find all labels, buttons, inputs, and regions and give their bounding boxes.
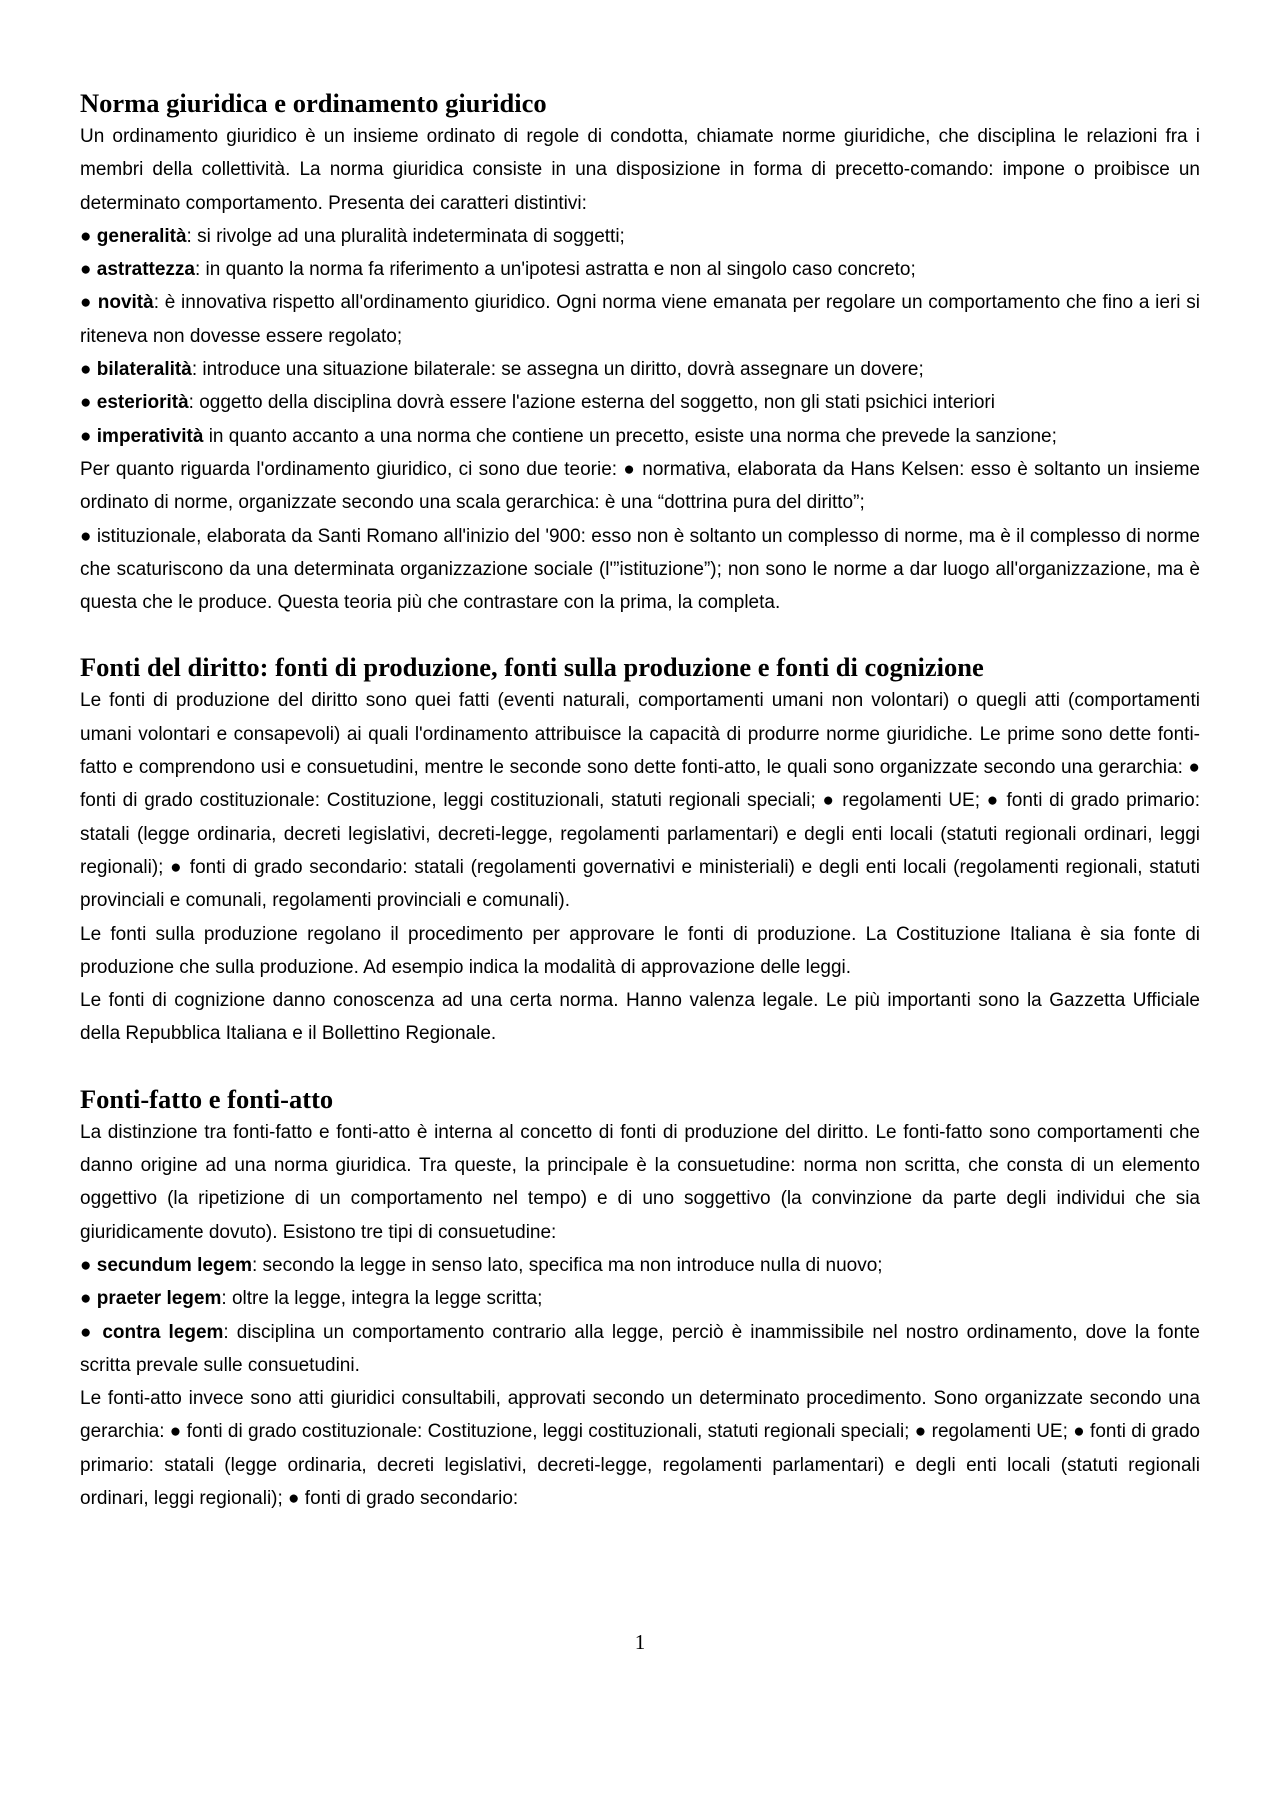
bullet-item [80,386,1200,419]
section-norma-giuridica [80,86,1200,619]
bullet-text: : si rivolge ad una pluralità indeterminata di soggetti; [186,225,625,247]
bullet-item [80,220,1200,253]
bullet-marker: ● [80,259,92,281]
section-fonti-del-diritto [80,650,1200,1050]
paragraph: Un ordinamento giuridico è un insieme ordinato di regole di condotta, chiamate norme giuridiche, che disciplina le relazioni fra i membri della collettività. La norma giuridica consiste in una disposizione in forma di precetto-comando: impone o proibisce un determinato comportamento. Presenta dei caratteri distintivi: [80,126,1200,214]
bullet-marker: ● [80,1321,95,1343]
bullet-marker: ● [80,359,92,381]
bullet-item [80,353,1200,386]
bullet-term: praeter legem [96,1288,222,1310]
bullet-marker: ● [80,425,92,447]
bullet-text: in quanto accanto a una norma che contiene un precetto, esiste una norma che prevede la sanzione; [203,425,1057,447]
bullet-text: : introduce una situazione bilaterale: se assegna un diritto, dovrà assegnare un dovere; [191,359,924,381]
bullet-text: : oggetto della disciplina dovrà essere l'azione esterna del soggetto, non gli stati psichici interiori [188,392,995,414]
bullet-term: esteriorità [96,392,189,414]
bullet-text: : in quanto la norma fa riferimento a un'ipotesi astratta e non al singolo caso concreto; [194,259,916,281]
section-fonti-fatto-atto [80,1082,1200,1516]
paragraph: Per quanto riguarda l'ordinamento giuridico, ci sono due teorie: ● normativa, elaborata da Hans Kelsen: esso è soltanto un insieme ordinato di norme, organizzate secondo una scala gerarchica: è una “dottrina pura del diritto”; [80,458,1200,514]
bullet-term: novità [97,292,154,314]
section-title: Norma giuridica e ordinamento giuridico [80,88,547,118]
bullet-text: : è innovativa rispetto all'ordinamento giuridico. Ogni norma viene emanata per regolare un comportamento che fino a ieri si riteneva non dovesse essere regolato; [80,292,1200,347]
bullet-term: astrattezza [96,259,195,281]
bullet-term: generalità [96,225,187,247]
bullet-text: : secondo la legge in senso lato, specifica ma non introduce nulla di nuovo; [251,1254,883,1276]
document-page [80,86,1200,1546]
paragraph: Le fonti sulla produzione regolano il procedimento per approvare le fonti di produzione. La Costituzione Italiana è sia fonte di produzione che sulla produzione. Ad esempio indica la modalità di approvazione delle leggi. [80,923,1200,978]
bullet-item [80,1249,1200,1282]
bullet-text: : oltre la legge, integra la legge scritta; [221,1288,543,1310]
paragraph: Le fonti-atto invece sono atti giuridici consultabili, approvati secondo un determinato procedimento. Sono organizzate secondo una gerarchia: ● fonti di grado costituzionale: Costituzione, leggi costituzionali, statuti regionali speciali; ● regolamenti UE; ● fonti di grado primario: statali (legge ordinaria, decreti legislativi, decreti-legge, regolamenti parlamentari) e degli enti locali (statuti regionali ordinari, leggi regionali); ● fonti di grado secondario: [80,1388,1200,1509]
bullet-marker: ● [80,225,92,247]
page-number: 1 [634,1630,646,1654]
bullet-marker: ● [80,292,92,314]
paragraph: Le fonti di produzione del diritto sono quei fatti (eventi naturali, comportamenti umani non volontari) o quegli atti (comportamenti umani volontari e consapevoli) ai quali l'ordinamento attribuisce la capacità di produrre norme giuridiche. Le prime sono dette fonti-fatto e comprendono usi e consuetudini, mentre le seconde sono dette fonti-atto, le quali sono organizzate secondo una gerarchia: ● fonti di grado costituzionale: Costituzione, leggi costituzionali, statuti regionali speciali; ● regolamenti UE; ● fonti di grado primario: statali (legge ordinaria, decreti legislativi, decreti-legge, regolamenti parlamentari) e degli enti locali (statuti regionali ordinari, leggi regionali); ● fonti di grado secondario: statali (regolamenti governativi e ministeriali) e degli enti locali (regolamenti regionali, statuti provinciali e comunali, regolamenti provinciali e comunali). [80,690,1200,912]
bullet-term: imperatività [96,425,204,447]
bullet-term: bilateralità [96,359,192,381]
bullet-marker: ● [80,1288,92,1310]
bullet-marker: ● [80,392,92,414]
paragraph: Le fonti di cognizione danno conoscenza ad una certa norma. Hanno valenza legale. Le più importanti sono la Gazzetta Ufficiale della Repubblica Italiana e il Bollettino Regionale. [80,990,1200,1045]
bullet-item [80,1316,1200,1383]
paragraph: La distinzione tra fonti-fatto e fonti-atto è interna al concetto di fonti di produzione del diritto. Le fonti-fatto sono comportamenti che danno origine ad una norma giuridica. Tra queste, la principale è la consuetudine: norma non scritta, che consta di un elemento oggettivo (la ripetizione di un comportamento nel tempo) e di uno soggettivo (la convinzione da parte degli individui che sia giuridicamente dovuto). Esistono tre tipi di consuetudine: [80,1121,1200,1243]
bullet-item [80,420,1200,453]
section-title: Fonti del diritto: fonti di produzione, fonti sulla produzione e fonti di cognizione [80,652,984,683]
bullet-marker: ● [80,1254,92,1276]
bullet-term: contra legem [102,1321,224,1343]
bullet-item [80,1282,1200,1315]
bullet-text: : disciplina un comportamento contrario alla legge, perciò è inammissibile nel nostro ordinamento, dove la fonte scritta prevale sulle consuetudini. [80,1321,1200,1376]
bullet-term: secundum legem [96,1254,252,1276]
section-title: Fonti-fatto e fonti-atto [80,1083,334,1114]
bullet-item [80,253,1200,286]
bullet-item [80,286,1200,353]
paragraph: ● istituzionale, elaborata da Santi Romano all'inizio del '900: esso non è soltanto un complesso di norme, ma è il complesso di norme che scaturiscono da una determinata organizzazione sociale (l'”istituzione”); non sono le norme a dar luogo all'organizzazione, ma è questa che le produce. Questa teoria più che contrastare con la prima, la completa. [80,525,1200,614]
